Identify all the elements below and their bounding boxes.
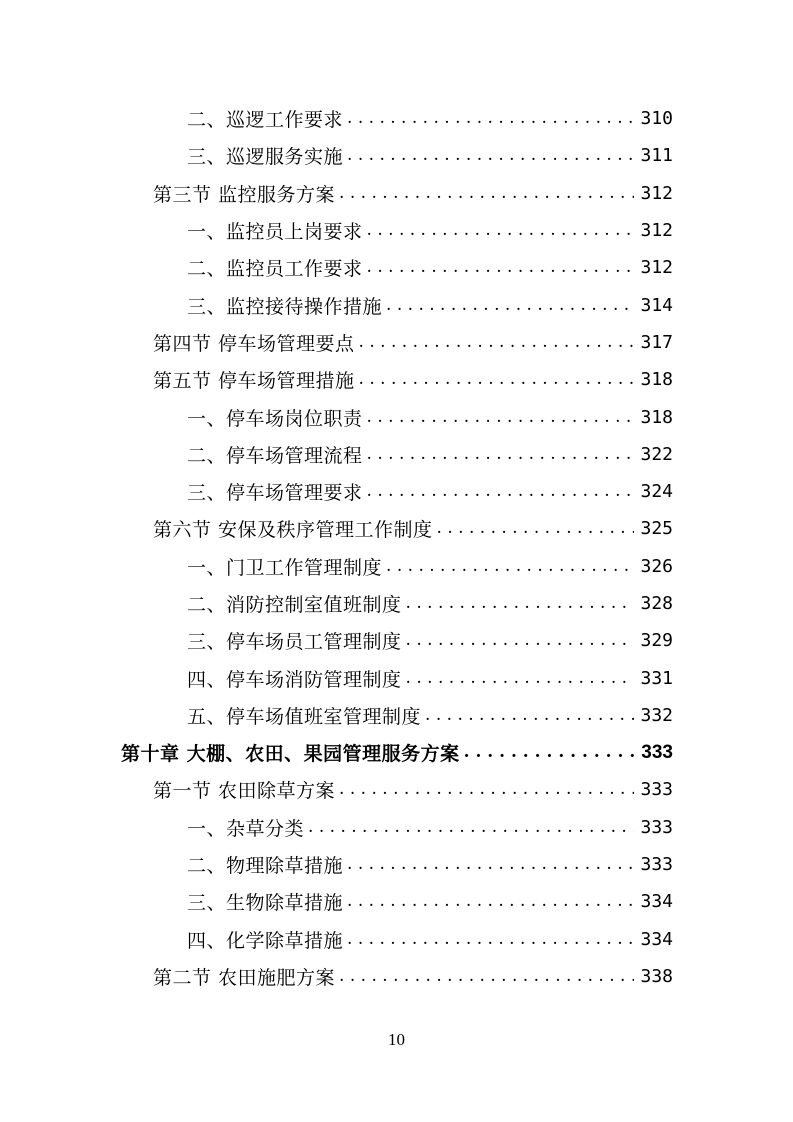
toc-entry[interactable]: [0, 697, 793, 734]
toc-entry[interactable]: [0, 324, 793, 361]
toc-entry[interactable]: [0, 286, 793, 323]
toc-entry-page: 332: [640, 704, 673, 726]
toc-entry-page: 329: [640, 630, 673, 652]
toc-dot-leader: [359, 334, 635, 351]
toc-dot-leader: [347, 893, 634, 910]
toc-entry-title: 二、消防控制室值班制度: [187, 594, 402, 616]
toc-entry-page: 311: [640, 145, 673, 167]
toc-entry-page: 334: [640, 928, 673, 950]
toc-entry-title: 四、化学除草措施: [187, 929, 344, 952]
toc-dot-leader: [308, 819, 634, 836]
toc-entry-page: 331: [640, 667, 673, 689]
toc-entry-page: 322: [640, 443, 673, 465]
toc-entry-title: 一、停车场岗位职责: [187, 407, 363, 430]
toc-entry-page: 310: [640, 108, 673, 130]
toc-entry[interactable]: [0, 398, 793, 435]
toc-entry[interactable]: [0, 175, 793, 212]
toc-entry[interactable]: [0, 659, 793, 696]
toc-dot-leader: [347, 110, 634, 127]
toc-dot-leader: [339, 185, 634, 202]
toc-entry-page: 317: [640, 331, 673, 353]
toc-entry-title: 五、停车场值班室管理制度: [187, 705, 422, 728]
toc-entry-title: 二、监控员工作要求: [187, 258, 363, 281]
toc-entry-title: 第四节 停车场管理要点: [153, 332, 355, 355]
toc-entry-title: 二、停车场管理流程: [187, 444, 363, 467]
toc-entry-title: 三、巡逻服务实施: [187, 146, 344, 169]
toc-dot-leader: [347, 147, 634, 164]
toc-dot-leader: [347, 856, 634, 873]
toc-dot-leader: [386, 558, 634, 575]
toc-entry-title: 四、停车场消防管理制度: [187, 668, 402, 691]
toc-entry-title: 二、物理除草措施: [187, 855, 344, 878]
toc-dot-leader: [347, 931, 634, 948]
toc-entry-page: 314: [640, 294, 673, 316]
toc-entry-page: 338: [640, 965, 673, 987]
toc-dot-leader: [367, 409, 635, 426]
toc-dot-leader: [425, 707, 634, 724]
toc-dot-leader: [406, 670, 635, 687]
toc-entry-title: 第六节 安保及秩序管理工作制度: [153, 519, 433, 542]
toc-entry[interactable]: [0, 771, 793, 808]
toc-entry-page: 312: [640, 257, 673, 279]
toc-entry-page: 333: [641, 741, 673, 763]
toc-dot-leader: [367, 446, 635, 463]
toc-entry-title: 二、巡逻工作要求: [187, 109, 344, 132]
toc-dot-leader: [339, 968, 634, 985]
toc-dot-leader: [437, 520, 635, 537]
toc-dot-leader: [339, 781, 634, 798]
toc-entry-page: 334: [640, 891, 673, 913]
toc-entry[interactable]: [0, 958, 793, 995]
toc-entry[interactable]: [0, 249, 793, 286]
toc-entry[interactable]: [0, 622, 793, 659]
toc-entry[interactable]: [0, 212, 793, 249]
toc-entry-title: 三、停车场管理要求: [187, 482, 363, 505]
toc-entry-title: 第三节 监控服务方案: [153, 183, 336, 206]
toc-dot-leader: [367, 222, 635, 239]
toc-entry-page: 333: [640, 816, 673, 838]
toc-entry-title: 一、杂草分类: [187, 817, 305, 840]
toc-entry-title: 一、门卫工作管理制度: [187, 556, 383, 579]
toc-entry-page: 325: [640, 518, 673, 540]
page-number: 10: [388, 1030, 405, 1049]
toc-entry[interactable]: [0, 548, 793, 585]
toc-dot-leader: [406, 595, 635, 612]
toc-entry[interactable]: [0, 361, 793, 398]
toc-dot-leader: [367, 483, 635, 500]
toc-entry[interactable]: [0, 137, 793, 174]
toc-entry-title: 三、停车场员工管理制度: [187, 631, 402, 654]
table-of-contents: [0, 100, 793, 995]
toc-entry-page: 318: [640, 369, 673, 391]
toc-entry[interactable]: [0, 100, 793, 137]
toc-entry-page: 312: [640, 182, 673, 204]
toc-dot-leader: [359, 371, 635, 388]
toc-entry[interactable]: [0, 734, 793, 771]
toc-entry-page: 328: [640, 593, 673, 614]
toc-entry-title: 第五节 停车场管理措施: [153, 370, 355, 393]
toc-entry-page: 324: [640, 481, 673, 503]
toc-entry-page: 312: [640, 220, 673, 242]
toc-dot-leader: [406, 632, 635, 649]
toc-entry-title: 一、监控员上岗要求: [187, 221, 363, 244]
toc-entry-title: 三、监控接待操作措施: [187, 295, 383, 318]
toc-entry-page: 326: [640, 555, 673, 577]
toc-entry[interactable]: [0, 883, 793, 920]
toc-entry-title: 第二节 农田施肥方案: [153, 966, 336, 989]
toc-entry-title: 第十章 大棚、农田、果园管理服务方案: [121, 743, 460, 766]
toc-entry-page: 333: [640, 854, 673, 876]
toc-dot-leader: [367, 259, 635, 276]
toc-entry[interactable]: [0, 473, 793, 510]
toc-entry[interactable]: [0, 585, 793, 622]
toc-dot-leader: [464, 744, 636, 761]
toc-entry-title: 第一节 农田除草方案: [153, 780, 336, 803]
toc-dot-leader: [386, 297, 634, 314]
toc-entry[interactable]: [0, 436, 793, 473]
toc-entry[interactable]: [0, 921, 793, 958]
toc-entry[interactable]: [0, 846, 793, 883]
toc-entry[interactable]: [0, 510, 793, 547]
toc-entry-title: 三、生物除草措施: [187, 892, 344, 915]
toc-entry-page: 333: [640, 779, 673, 801]
toc-entry[interactable]: [0, 809, 793, 846]
toc-entry-page: 318: [640, 406, 673, 428]
